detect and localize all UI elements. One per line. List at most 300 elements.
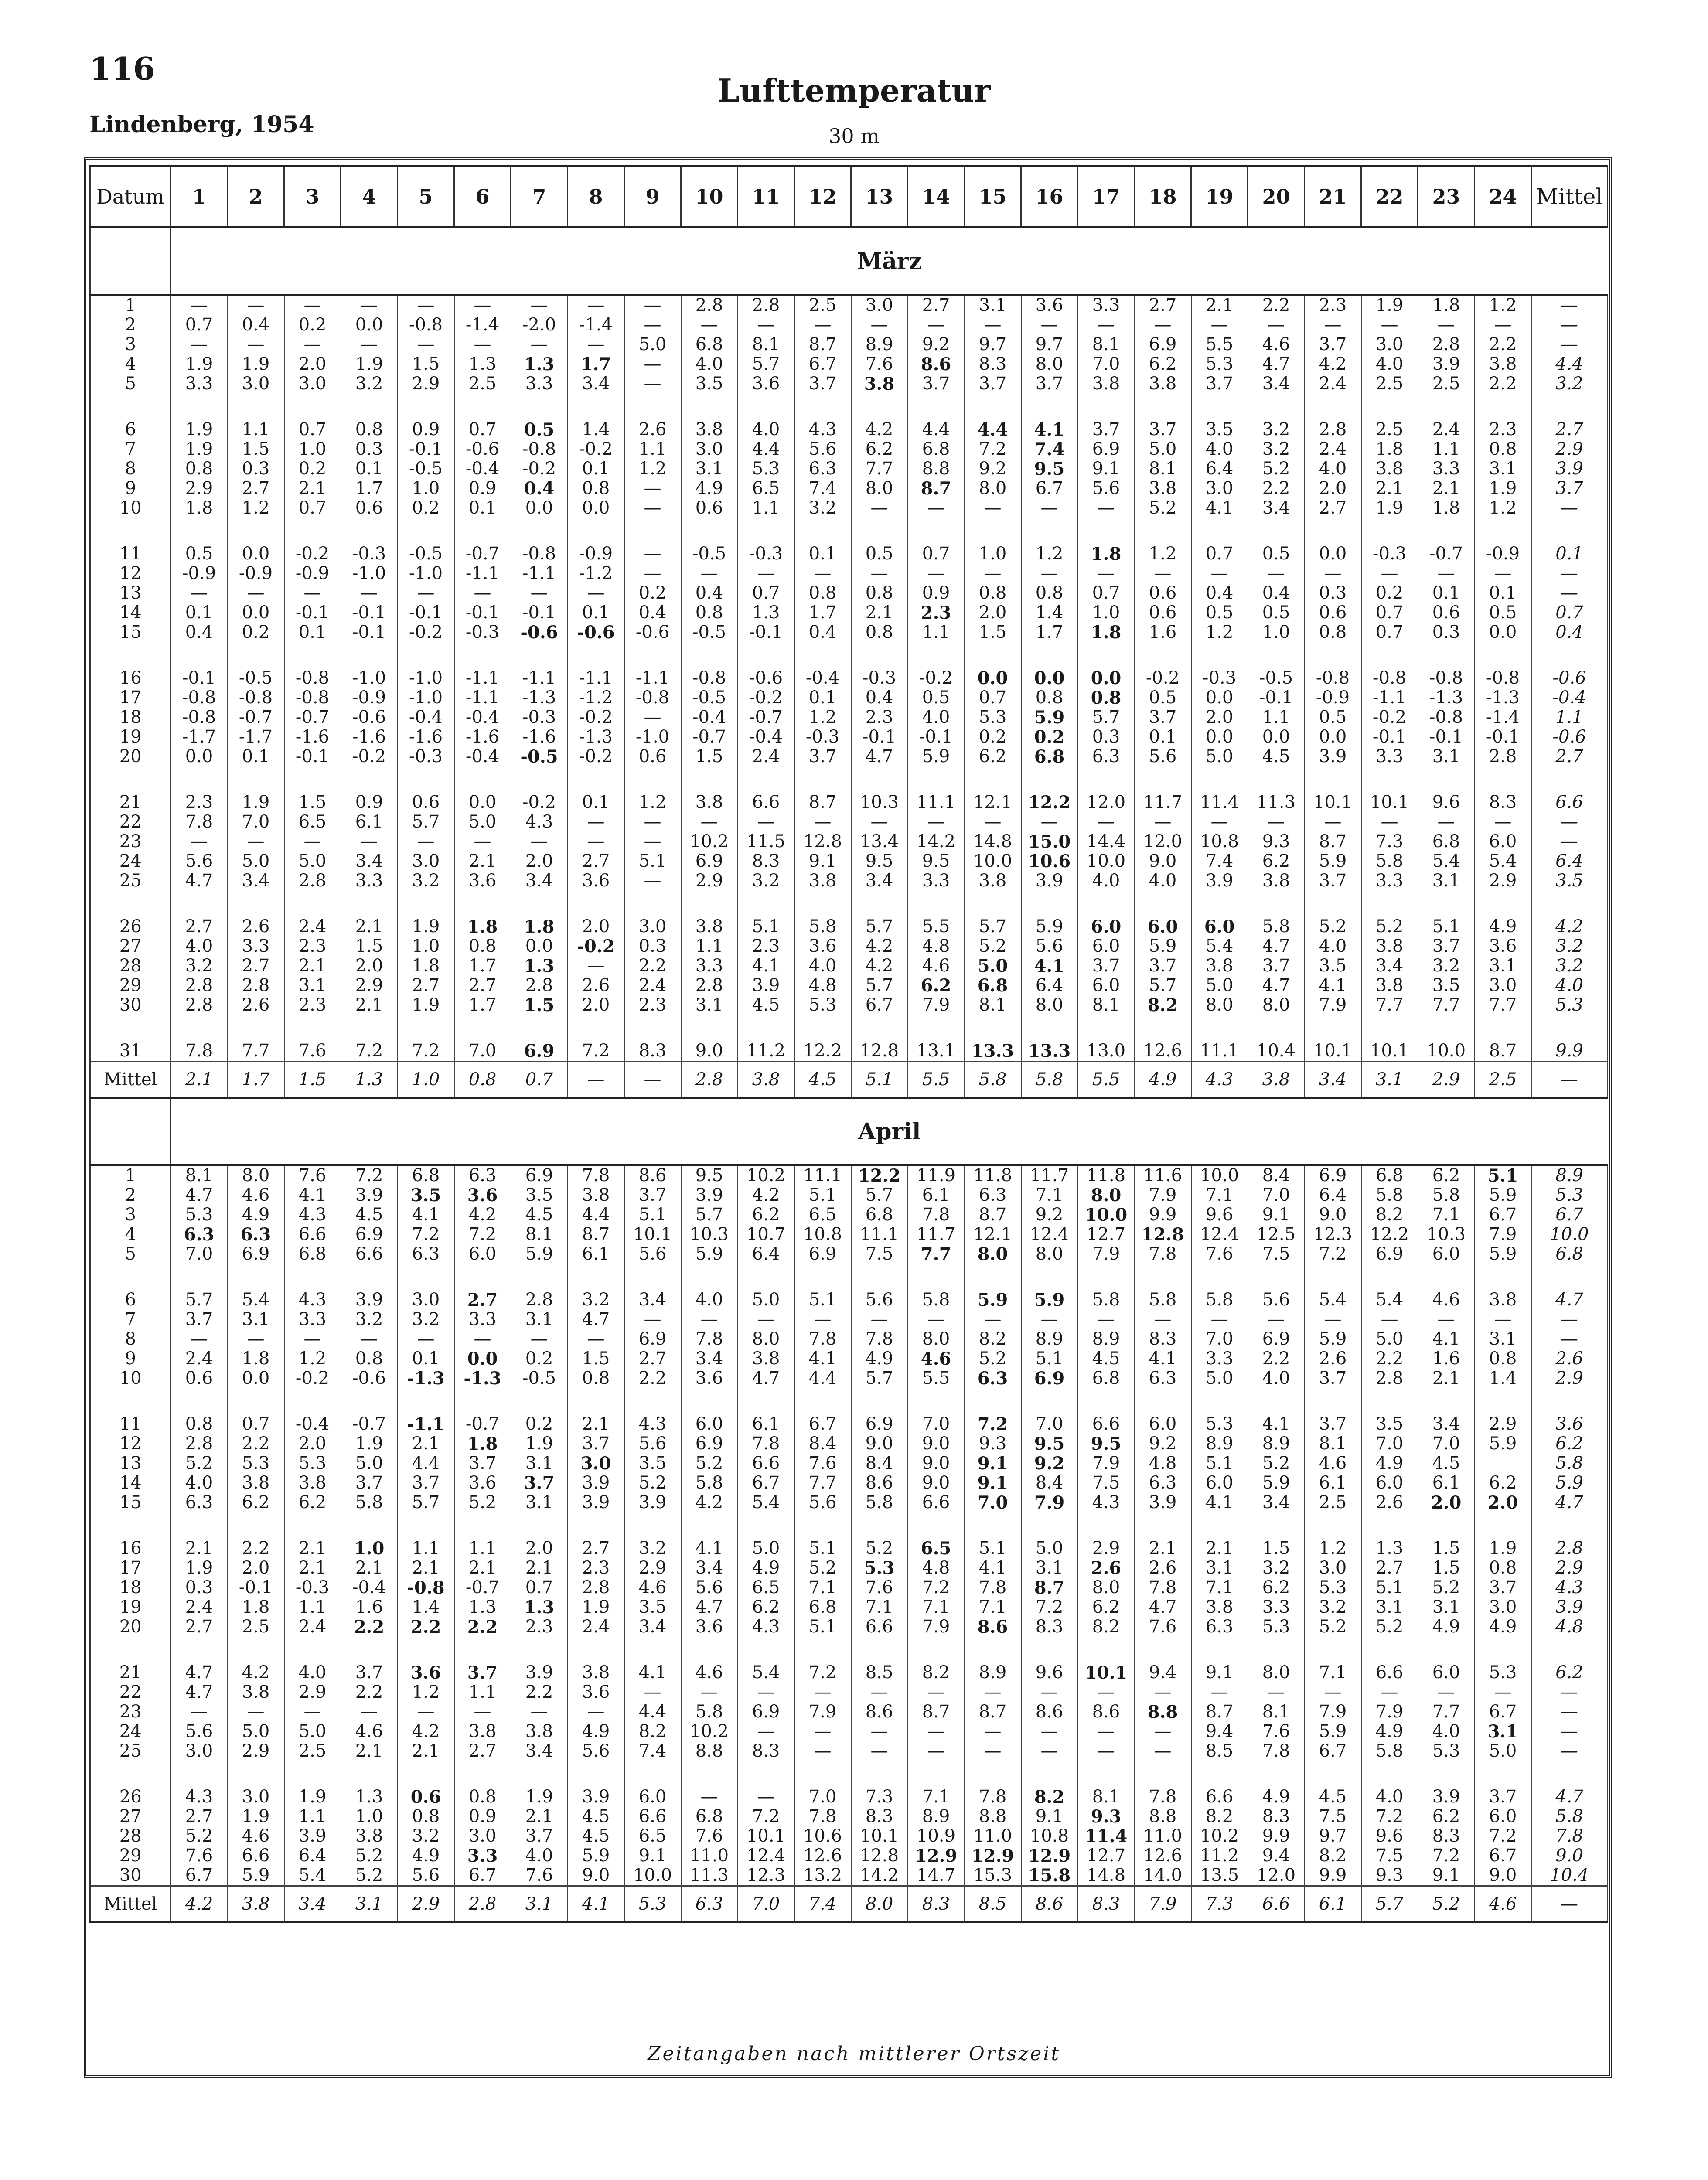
temperature-cell: — xyxy=(171,295,228,315)
temperature-cell: 4.5 xyxy=(794,1062,851,1098)
temperature-cell: 6.3 xyxy=(171,1493,228,1512)
temperature-cell: 4.1 xyxy=(965,1558,1021,1578)
spacer-cell xyxy=(794,891,851,917)
temperature-cell: 0.4 xyxy=(794,623,851,642)
hour-column-header: 8 xyxy=(568,166,624,228)
temperature-cell: 2.7 xyxy=(454,1290,511,1310)
day-label: 22 xyxy=(90,812,171,832)
spacer-cell xyxy=(398,1015,454,1041)
temperature-cell: 3.1 xyxy=(1475,1329,1531,1349)
temperature-cell: 13.0 xyxy=(1078,1041,1135,1062)
temperature-cell: -1.0 xyxy=(398,688,454,708)
spacer-cell xyxy=(1531,394,1608,420)
temperature-cell: — xyxy=(624,354,681,374)
temperature-cell: 4.3 xyxy=(284,1290,341,1310)
temperature-cell: 2.8 xyxy=(568,1578,624,1598)
row-spacer xyxy=(90,394,1608,420)
temperature-cell: 2.3 xyxy=(511,1617,568,1637)
day-row xyxy=(90,439,1608,459)
temperature-cell: -0.8 xyxy=(511,439,568,459)
temperature-cell: 1.2 xyxy=(1475,295,1531,315)
spacer-cell xyxy=(851,1512,908,1539)
temperature-cell: 5.4 xyxy=(228,1290,284,1310)
temperature-cell: 6.0 xyxy=(681,1414,738,1434)
temperature-cell: 8.4 xyxy=(1248,1165,1305,1185)
spacer-cell xyxy=(568,1388,624,1414)
temperature-cell: 1.1 xyxy=(398,1539,454,1558)
temperature-cell: 6.8 xyxy=(1418,832,1475,852)
temperature-cell: 2.1 xyxy=(568,1414,624,1434)
temperature-cell: 0.3 xyxy=(1418,623,1475,642)
day-label: 25 xyxy=(90,871,171,891)
temperature-cell: — xyxy=(1021,498,1078,518)
day-row xyxy=(90,420,1608,439)
temperature-cell: 3.5 xyxy=(1361,1414,1418,1434)
temperature-cell: 5.9 xyxy=(1475,1185,1531,1205)
temperature-cell: 0.7 xyxy=(1191,544,1248,564)
temperature-cell: 3.6 xyxy=(454,1185,511,1205)
spacer-cell xyxy=(624,891,681,917)
temperature-cell: 7.8 xyxy=(738,1434,794,1454)
daily-mean-cell: 0.4 xyxy=(1531,623,1608,642)
temperature-cell: 2.9 xyxy=(284,1683,341,1702)
temperature-cell: 10.1 xyxy=(1305,1041,1361,1062)
temperature-cell: 0.1 xyxy=(341,459,398,479)
temperature-cell: — xyxy=(1078,498,1135,518)
spacer-cell xyxy=(90,1512,171,1539)
temperature-cell: -0.1 xyxy=(284,603,341,623)
temperature-cell: 1.0 xyxy=(398,479,454,498)
temperature-cell: -0.2 xyxy=(511,793,568,812)
temperature-cell: 4.7 xyxy=(171,871,228,891)
temperature-cell: — xyxy=(738,315,794,335)
spacer-cell xyxy=(908,518,965,544)
temperature-cell: 4.7 xyxy=(1248,937,1305,956)
temperature-cell: 5.2 xyxy=(341,1846,398,1866)
temperature-cell: 0.8 xyxy=(851,583,908,603)
temperature-cell: 1.7 xyxy=(454,995,511,1015)
day-label: 24 xyxy=(90,852,171,871)
temperature-cell: 5.2 xyxy=(794,1558,851,1578)
temperature-cell: 13.4 xyxy=(851,832,908,852)
temperature-cell: 4.9 xyxy=(568,1722,624,1741)
temperature-cell: 1.8 xyxy=(1418,295,1475,315)
day-row xyxy=(90,354,1608,374)
spacer-cell xyxy=(1191,1388,1248,1414)
spacer-cell xyxy=(1361,1512,1418,1539)
temperature-cell: 1.0 xyxy=(341,1807,398,1826)
temperature-cell: 5.1 xyxy=(965,1539,1021,1558)
spacer-cell xyxy=(1021,1388,1078,1414)
temperature-cell: 5.9 xyxy=(1248,1473,1305,1493)
temperature-cell: 0.5 xyxy=(511,420,568,439)
spacer-cell xyxy=(1135,1388,1191,1414)
temperature-cell: 6.8 xyxy=(851,1205,908,1225)
temperature-cell: 5.3 xyxy=(1248,1617,1305,1637)
temperature-cell: 3.7 xyxy=(1135,708,1191,727)
temperature-cell: — xyxy=(851,812,908,832)
temperature-cell: 7.0 xyxy=(794,1787,851,1807)
temperature-cell: 4.1 xyxy=(1305,976,1361,995)
temperature-cell: — xyxy=(624,374,681,394)
temperature-cell: 6.7 xyxy=(1475,1702,1531,1722)
daily-mean-cell: 6.6 xyxy=(1531,793,1608,812)
temperature-cell: -0.7 xyxy=(454,1414,511,1434)
temperature-cell: 4.9 xyxy=(1475,917,1531,937)
day-row xyxy=(90,1617,1608,1637)
daily-mean-cell: 5.3 xyxy=(1531,995,1608,1015)
spacer-cell xyxy=(454,1264,511,1290)
temperature-cell: — xyxy=(1135,564,1191,583)
temperature-cell: -0.8 xyxy=(624,688,681,708)
spacer-cell xyxy=(1248,891,1305,917)
temperature-cell: 10.6 xyxy=(794,1826,851,1846)
spacer-cell xyxy=(284,518,341,544)
temperature-cell: 5.9 xyxy=(568,1846,624,1866)
spacer-cell xyxy=(1418,394,1475,420)
temperature-cell: 3.9 xyxy=(511,1663,568,1683)
temperature-cell: 0.7 xyxy=(228,1414,284,1434)
temperature-cell: 5.0 xyxy=(1021,1539,1078,1558)
temperature-cell: 9.3 xyxy=(965,1434,1021,1454)
temperature-cell: 0.8 xyxy=(1021,688,1078,708)
temperature-cell: 2.8 xyxy=(738,295,794,315)
temperature-cell: 1.1 xyxy=(1418,439,1475,459)
temperature-cell: 7.2 xyxy=(738,1807,794,1826)
temperature-cell: 13.2 xyxy=(794,1866,851,1886)
temperature-cell: 14.8 xyxy=(1078,1866,1135,1886)
temperature-cell: 3.7 xyxy=(1021,374,1078,394)
temperature-cell: — xyxy=(284,295,341,315)
temperature-cell: 5.8 xyxy=(908,1290,965,1310)
temperature-cell: 8.1 xyxy=(511,1225,568,1244)
day-label: 29 xyxy=(90,1846,171,1866)
temperature-cell: — xyxy=(851,1310,908,1329)
temperature-cell: — xyxy=(1021,1741,1078,1761)
temperature-cell: 3.2 xyxy=(1248,1558,1305,1578)
temperature-cell: 3.8 xyxy=(1475,354,1531,374)
temperature-cell: 9.1 xyxy=(965,1454,1021,1473)
temperature-cell: 2.9 xyxy=(1475,1414,1531,1434)
spacer-cell xyxy=(851,642,908,668)
temperature-cell: 5.0 xyxy=(738,1539,794,1558)
temperature-cell: — xyxy=(1078,1722,1135,1741)
temperature-cell: 3.7 xyxy=(1191,374,1248,394)
temperature-cell: 7.7 xyxy=(1361,995,1418,1015)
temperature-cell: 2.1 xyxy=(454,852,511,871)
temperature-cell: 6.6 xyxy=(341,1244,398,1264)
day-row xyxy=(90,832,1608,852)
temperature-cell: 6.2 xyxy=(1248,852,1305,871)
temperature-cell: 5.6 xyxy=(681,1578,738,1598)
spacer-cell xyxy=(511,518,568,544)
temperature-cell: -1.1 xyxy=(568,668,624,688)
spacer-cell xyxy=(171,891,228,917)
temperature-cell: 5.7 xyxy=(171,1290,228,1310)
temperature-cell: 0.5 xyxy=(1191,603,1248,623)
temperature-cell: 7.2 xyxy=(965,439,1021,459)
temperature-cell: 1.9 xyxy=(398,995,454,1015)
temperature-cell: 7.0 xyxy=(1248,1185,1305,1205)
spacer-cell xyxy=(1475,1637,1531,1663)
temperature-cell: -1.6 xyxy=(511,727,568,747)
temperature-cell: 2.2 xyxy=(1248,295,1305,315)
spacer-cell xyxy=(171,394,228,420)
temperature-cell: — xyxy=(341,335,398,354)
station-label: Lindenberg, 1954 xyxy=(89,111,314,138)
spacer-cell xyxy=(228,1761,284,1787)
temperature-cell: -0.8 xyxy=(284,668,341,688)
temperature-cell: -0.4 xyxy=(454,747,511,766)
day-row xyxy=(90,1539,1608,1558)
temperature-cell: 2.8 xyxy=(171,1434,228,1454)
temperature-cell: 1.5 xyxy=(284,1062,341,1098)
temperature-cell: — xyxy=(908,812,965,832)
temperature-cell: 7.6 xyxy=(681,1826,738,1846)
temperature-cell: — xyxy=(624,832,681,852)
daily-mean-cell: 3.2 xyxy=(1531,374,1608,394)
temperature-cell: 0.2 xyxy=(1021,727,1078,747)
temperature-cell: 8.1 xyxy=(1248,1702,1305,1722)
spacer-cell xyxy=(1418,1015,1475,1041)
temperature-cell: 9.0 xyxy=(908,1473,965,1493)
temperature-cell: 0.2 xyxy=(511,1414,568,1434)
temperature-cell: 0.0 xyxy=(511,937,568,956)
temperature-cell: 5.0 xyxy=(1191,747,1248,766)
temperature-cell: 6.3 xyxy=(1078,747,1135,766)
day-row xyxy=(90,315,1608,335)
temperature-cell: 3.0 xyxy=(1475,1598,1531,1617)
temperature-cell: 4.9 xyxy=(398,1846,454,1866)
temperature-cell: 4.6 xyxy=(624,1578,681,1598)
temperature-cell: 7.0 xyxy=(1078,354,1135,374)
spacer-cell xyxy=(624,1388,681,1414)
temperature-cell: 2.7 xyxy=(568,1539,624,1558)
temperature-cell: 5.3 xyxy=(1191,354,1248,374)
temperature-cell: 5.2 xyxy=(624,1473,681,1493)
temperature-cell: 2.0 xyxy=(228,1558,284,1578)
spacer-cell xyxy=(171,766,228,793)
temperature-cell: 5.6 xyxy=(398,1866,454,1886)
temperature-cell: -0.7 xyxy=(738,708,794,727)
day-label: 3 xyxy=(90,1205,171,1225)
temperature-cell: 6.9 xyxy=(228,1244,284,1264)
temperature-cell: 7.0 xyxy=(171,1244,228,1264)
spacer-cell xyxy=(171,1264,228,1290)
temperature-cell: -1.7 xyxy=(228,727,284,747)
temperature-cell: 3.0 xyxy=(624,917,681,937)
spacer-cell xyxy=(1305,891,1361,917)
temperature-cell: 2.4 xyxy=(171,1598,228,1617)
day-label: 19 xyxy=(90,727,171,747)
temperature-cell: 2.0 xyxy=(1305,479,1361,498)
temperature-cell: 0.6 xyxy=(624,747,681,766)
temperature-cell: 5.3 xyxy=(1305,1578,1361,1598)
temperature-cell: 5.6 xyxy=(794,1493,851,1512)
temperature-cell: 5.6 xyxy=(1248,1290,1305,1310)
temperature-cell: 3.9 xyxy=(1191,871,1248,891)
mean-row xyxy=(90,1886,1608,1923)
temperature-cell: 0.8 xyxy=(965,583,1021,603)
temperature-cell: 7.0 xyxy=(1361,1434,1418,1454)
temperature-cell: 6.9 xyxy=(511,1165,568,1185)
temperature-cell: — xyxy=(568,1062,624,1098)
temperature-cell: 6.1 xyxy=(1305,1886,1361,1923)
temperature-cell: -1.1 xyxy=(454,564,511,583)
temperature-cell: 8.3 xyxy=(1248,1807,1305,1826)
temperature-cell: 2.3 xyxy=(908,603,965,623)
day-label: 9 xyxy=(90,479,171,498)
temperature-cell: — xyxy=(1135,1310,1191,1329)
spacer-cell xyxy=(965,766,1021,793)
temperature-cell: 8.0 xyxy=(965,1244,1021,1264)
temperature-cell: — xyxy=(1135,1722,1191,1741)
spacer-cell xyxy=(398,394,454,420)
temperature-cell: 1.9 xyxy=(511,1434,568,1454)
temperature-cell: 12.0 xyxy=(1078,793,1135,812)
spacer-cell xyxy=(511,1761,568,1787)
spacer-cell xyxy=(1361,1015,1418,1041)
temperature-cell: -0.1 xyxy=(341,623,398,642)
temperature-cell: 4.1 xyxy=(1191,498,1248,518)
page-title: Lufttemperatur xyxy=(717,72,991,109)
spacer-cell xyxy=(1418,642,1475,668)
spacer-cell xyxy=(511,766,568,793)
row-spacer xyxy=(90,1637,1608,1663)
daily-mean-cell: 6.8 xyxy=(1531,1244,1608,1264)
temperature-cell: 2.7 xyxy=(568,852,624,871)
temperature-cell: 4.4 xyxy=(965,420,1021,439)
temperature-cell: 11.4 xyxy=(1078,1826,1135,1846)
daily-mean-cell: 4.8 xyxy=(1531,1617,1608,1637)
temperature-cell: 15.0 xyxy=(1021,832,1078,852)
temperature-cell: 9.4 xyxy=(1248,1846,1305,1866)
temperature-cell: 4.8 xyxy=(1135,1454,1191,1473)
temperature-cell: 3.8 xyxy=(1248,1062,1305,1098)
temperature-cell: 10.3 xyxy=(851,793,908,812)
temperature-cell: 6.6 xyxy=(908,1493,965,1512)
temperature-cell: 4.0 xyxy=(1305,459,1361,479)
spacer-cell xyxy=(851,394,908,420)
day-row xyxy=(90,1702,1608,1722)
temperature-cell: 11.1 xyxy=(851,1225,908,1244)
temperature-cell: 2.2 xyxy=(454,1617,511,1637)
spacer-cell xyxy=(624,766,681,793)
temperature-cell: 8.1 xyxy=(1135,459,1191,479)
day-label: 11 xyxy=(90,544,171,564)
temperature-cell: 3.5 xyxy=(681,374,738,394)
temperature-cell: 5.9 xyxy=(681,1244,738,1264)
temperature-cell: 6.1 xyxy=(1418,1473,1475,1493)
day-row xyxy=(90,812,1608,832)
daily-mean-cell: 3.9 xyxy=(1531,1598,1608,1617)
temperature-cell: 13.3 xyxy=(1021,1041,1078,1062)
temperature-cell: 10.0 xyxy=(1078,852,1135,871)
temperature-cell: 1.2 xyxy=(398,1683,454,1702)
temperature-cell: 8.2 xyxy=(1361,1205,1418,1225)
temperature-cell: 2.1 xyxy=(284,1539,341,1558)
day-label: 8 xyxy=(90,1329,171,1349)
temperature-cell: 4.0 xyxy=(1135,871,1191,891)
temperature-cell: 6.0 xyxy=(1078,976,1135,995)
temperature-cell: 3.3 xyxy=(511,374,568,394)
daily-mean-cell: — xyxy=(1531,1886,1608,1923)
temperature-cell: — xyxy=(228,583,284,603)
temperature-cell: 5.6 xyxy=(851,1290,908,1310)
temperature-cell: 1.6 xyxy=(1135,623,1191,642)
spacer-cell xyxy=(1361,518,1418,544)
temperature-cell: 4.7 xyxy=(171,1185,228,1205)
temperature-cell: — xyxy=(1248,1683,1305,1702)
temperature-cell: 5.6 xyxy=(624,1434,681,1454)
temperature-cell: 10.0 xyxy=(1078,1205,1135,1225)
temperature-cell: 3.1 xyxy=(1475,459,1531,479)
temperature-cell: 6.6 xyxy=(851,1617,908,1637)
day-row xyxy=(90,1225,1608,1244)
temperature-cell: 2.7 xyxy=(908,295,965,315)
temperature-cell: — xyxy=(1418,1310,1475,1329)
temperature-cell: 7.2 xyxy=(398,1225,454,1244)
temperature-cell: 9.6 xyxy=(1361,1826,1418,1846)
temperature-cell: 10.8 xyxy=(1191,832,1248,852)
temperature-cell: 2.9 xyxy=(228,1741,284,1761)
day-row xyxy=(90,995,1608,1015)
temperature-cell: -0.4 xyxy=(794,668,851,688)
spacer-cell xyxy=(851,1761,908,1787)
month-title: April xyxy=(171,1098,1608,1165)
temperature-cell: -0.4 xyxy=(454,708,511,727)
temperature-cell: 11.4 xyxy=(1191,793,1248,812)
spacer-cell xyxy=(171,1388,228,1414)
day-row xyxy=(90,1369,1608,1388)
temperature-cell: 6.2 xyxy=(1475,1473,1531,1493)
temperature-cell: 5.2 xyxy=(1361,917,1418,937)
temperature-cell: 10.1 xyxy=(851,1826,908,1846)
temperature-cell: 4.7 xyxy=(171,1663,228,1683)
temperature-cell: 4.0 xyxy=(1361,354,1418,374)
temperature-cell: 12.2 xyxy=(851,1165,908,1185)
temperature-cell: 6.9 xyxy=(1361,1244,1418,1264)
temperature-cell: — xyxy=(624,812,681,832)
temperature-cell: 0.1 xyxy=(568,459,624,479)
temperature-cell: -0.2 xyxy=(908,668,965,688)
temperature-cell: -0.3 xyxy=(341,544,398,564)
spacer-cell xyxy=(908,1264,965,1290)
temperature-cell: 8.3 xyxy=(1418,1826,1475,1846)
temperature-cell: 12.6 xyxy=(1135,1846,1191,1866)
temperature-cell: 3.7 xyxy=(1475,1787,1531,1807)
temperature-cell: 14.2 xyxy=(851,1866,908,1886)
temperature-cell: 8.7 xyxy=(1021,1578,1078,1598)
temperature-cell: 3.0 xyxy=(398,852,454,871)
daily-mean-cell: — xyxy=(1531,1702,1608,1722)
temperature-cell: 1.9 xyxy=(341,354,398,374)
temperature-cell: 6.8 xyxy=(1078,1369,1135,1388)
day-row xyxy=(90,1185,1608,1205)
temperature-cell: 2.9 xyxy=(1475,871,1531,891)
daily-mean-cell: — xyxy=(1531,812,1608,832)
hour-column-header: 16 xyxy=(1021,166,1078,228)
temperature-cell: 12.4 xyxy=(738,1846,794,1866)
temperature-cell: 4.0 xyxy=(908,708,965,727)
temperature-cell: 4.1 xyxy=(284,1185,341,1205)
spacer-cell xyxy=(1078,394,1135,420)
temperature-cell: 2.6 xyxy=(624,420,681,439)
temperature-cell: 0.8 xyxy=(341,420,398,439)
temperature-cell: 9.0 xyxy=(1135,852,1191,871)
spacer-cell xyxy=(90,766,171,793)
temperature-cell: -0.1 xyxy=(398,439,454,459)
